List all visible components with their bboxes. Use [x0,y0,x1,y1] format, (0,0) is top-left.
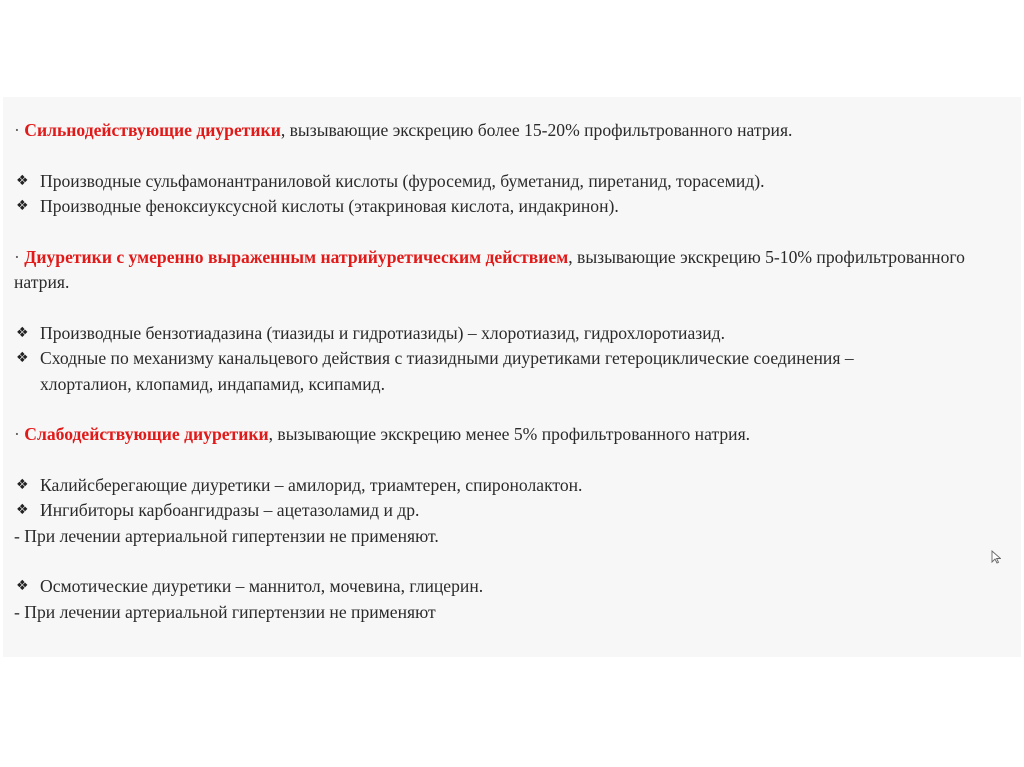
bullet-text: Ингибиторы карбоангидразы – ацетазоламид и др. [40,500,420,520]
section-1-highlight: Сильнодействующие диуретики [24,120,281,140]
section-2-bullet-1 [14,321,1004,347]
bullet-text: Производные сульфамонантраниловой кислоты (фуросемид, буметанид, пиретанид, торасемид). [40,170,765,191]
diamond-bullet-icon: ❖ [16,578,29,594]
section-2-heading [14,245,1004,296]
diamond-bullet-icon: ❖ [16,172,29,189]
osmotic-note: - При лечении артериальной гипертензии не применяют [14,601,436,622]
section-2-highlight: Диуретики с умеренно выраженным натрийуретическим действием [24,246,569,267]
bullet-text: Производные бензотиадазина (тиазиды и гидротиазиды) – хлоротиазид, гидрохлоротиазид. [40,322,725,343]
diamond-bullet-icon: ❖ [16,324,29,341]
section-3-note: - При лечении артериальной гипертензии не применяют. [14,525,439,546]
section-1-bullet-2 [14,194,1004,220]
section-2-dot: · [14,246,25,267]
section-2-rest: , вызывающие экскрецию 5-10% профильтрованного натрия. [14,246,965,292]
section-3-heading [14,422,1004,448]
section-3-bullet-2 [14,498,1004,524]
diamond-bullet-icon: ❖ [16,502,29,518]
section-1-bullet-1 [14,169,1004,195]
mouse-pointer-icon [991,550,1001,564]
diamond-bullet-icon: ❖ [16,476,29,493]
section-3-rest: , вызывающие экскрецию менее 5% профильтрованного натрия. [268,424,751,444]
diamond-bullet-icon: ❖ [16,350,29,366]
diamond-bullet-icon: ❖ [16,198,29,214]
bullet-text: Калийсберегающие диуретики – амилорид, триамтерен, спиронолактон. [40,474,583,495]
section-2-bullet-2 [14,346,1004,397]
section-3-bullet-1 [14,473,1004,499]
section-3-highlight: Слабодействующие диуретики [24,424,269,444]
bullet-text: Осмотические диуретики – маннитол, мочевина, глицерин. [40,576,484,596]
slide-content [14,118,1004,625]
section-1-heading [14,118,1004,144]
section-3-dot: · [14,424,25,444]
section-1-dot: · [14,120,25,140]
bullet-text: Сходные по механизму канальцевого действия с тиазидными диуретиками гетероциклические соединения – хлорталион, клопамид, индапамид, ксипамид. [40,348,854,394]
osmotic-bullet [14,574,1004,600]
bullet-text: Производные феноксиуксусной кислоты (этакриновая кислота, индакринон). [40,196,619,216]
section-1-rest: , вызывающие экскрецию более 15-20% профильтрованного натрия. [280,120,793,140]
